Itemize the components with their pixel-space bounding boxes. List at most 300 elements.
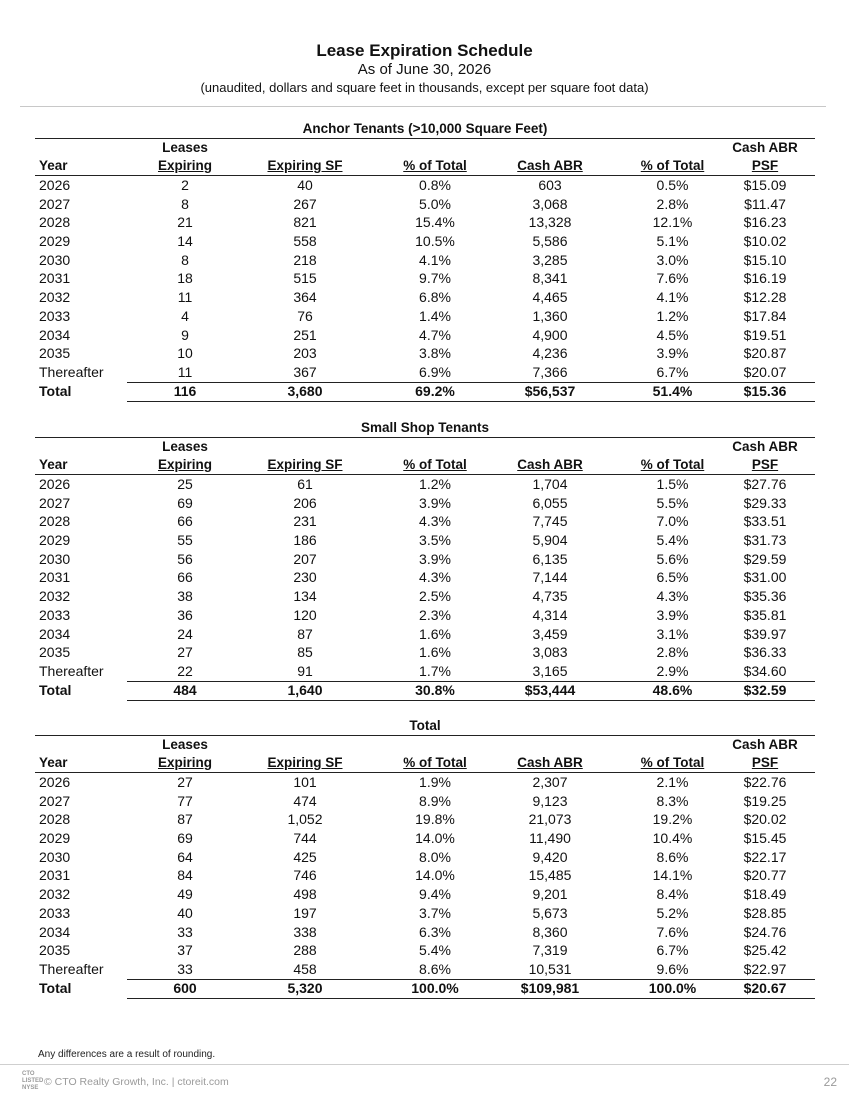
abr-psf-cell: $22.76 bbox=[743, 774, 787, 790]
leases-expiring-cell: 27 bbox=[177, 644, 193, 661]
table-row bbox=[35, 326, 815, 345]
table-row bbox=[35, 923, 815, 942]
leases-expiring-cell: 55 bbox=[177, 532, 193, 549]
pct-sf-cell: 2.3% bbox=[419, 606, 451, 623]
page-number: 22 bbox=[823, 1075, 837, 1089]
year-cell: 2026 bbox=[39, 177, 71, 193]
header-divider bbox=[20, 106, 826, 107]
table-row bbox=[35, 232, 815, 251]
section-title: Total bbox=[35, 717, 815, 736]
pct-abr-cell: 9.6% bbox=[656, 960, 689, 977]
total-year-cell: Total bbox=[39, 979, 72, 996]
pct-abr-cell: 4.5% bbox=[656, 326, 689, 343]
pct-abr-cell: 6.7% bbox=[656, 942, 689, 959]
expiring-sf-cell: 367 bbox=[293, 363, 317, 380]
abr-psf-header bbox=[715, 736, 815, 772]
year-cell: 2026 bbox=[39, 774, 71, 790]
pct-abr-cell: 4.1% bbox=[656, 289, 689, 306]
abr-psf-cell: $39.97 bbox=[743, 625, 787, 642]
table-row bbox=[35, 792, 815, 811]
abr-psf-header-line2: PSF bbox=[751, 457, 779, 472]
cash-abr-cell: 8,360 bbox=[532, 923, 568, 940]
abr-psf-cell: $17.84 bbox=[743, 307, 787, 324]
cash-abr-cell: 15,485 bbox=[528, 867, 572, 884]
cash-abr-cell: 2,307 bbox=[532, 774, 568, 790]
pct-abr-cell: 5.5% bbox=[656, 494, 689, 511]
leases-expiring-cell: 66 bbox=[177, 569, 193, 586]
cash-abr-cell: 5,673 bbox=[532, 904, 568, 921]
expiring-sf-cell: 515 bbox=[293, 270, 317, 287]
pct-sf-cell: 5.0% bbox=[419, 195, 451, 212]
year-cell: 2027 bbox=[39, 792, 71, 809]
expiring-sf-cell: 218 bbox=[293, 251, 317, 268]
leases-expiring-cell: 66 bbox=[177, 513, 193, 530]
pct-abr-cell: 6.5% bbox=[656, 569, 689, 586]
leases-expiring-cell: 24 bbox=[177, 625, 193, 642]
abr-psf-cell: $28.85 bbox=[743, 904, 787, 921]
expiring-sf-cell: 425 bbox=[293, 848, 317, 865]
year-cell: 2028 bbox=[39, 214, 71, 231]
year-cell: 2034 bbox=[39, 625, 71, 642]
pct-sf-cell: 14.0% bbox=[415, 867, 455, 884]
cash-abr-cell: 3,165 bbox=[532, 662, 568, 679]
total-pct-abr-cell: 51.4% bbox=[652, 382, 693, 399]
page-subtitle: As of June 30, 2026 bbox=[357, 61, 492, 78]
total-row bbox=[35, 382, 815, 402]
total-row bbox=[35, 979, 815, 999]
expiring-sf-cell: 1,052 bbox=[287, 811, 323, 828]
table-row bbox=[35, 363, 815, 382]
abr-psf-cell: $34.60 bbox=[743, 662, 787, 679]
pct-sf-cell: 8.9% bbox=[419, 792, 451, 809]
expiring-sf-cell: 207 bbox=[293, 550, 317, 567]
cash-abr-header-line2: Cash ABR bbox=[517, 755, 583, 770]
year-header-line2: Year bbox=[39, 158, 68, 173]
pct-sf-header bbox=[380, 736, 490, 772]
table-row bbox=[35, 550, 815, 569]
cash-abr-header bbox=[490, 139, 610, 175]
lease-table-section bbox=[35, 717, 815, 999]
leases-expiring-cell: 11 bbox=[177, 289, 193, 306]
abr-psf-cell: $35.36 bbox=[743, 588, 787, 605]
table-row bbox=[35, 213, 815, 232]
expiring-sf-cell: 186 bbox=[293, 532, 317, 549]
year-cell: Thereafter bbox=[39, 662, 104, 679]
column-headers bbox=[35, 736, 815, 773]
leases-expiring-cell: 9 bbox=[181, 326, 189, 343]
cash-abr-cell: 7,745 bbox=[532, 513, 568, 530]
leases-expiring-cell: 14 bbox=[177, 233, 193, 250]
cash-abr-cell: 4,314 bbox=[532, 606, 568, 623]
total-pct-abr-cell: 100.0% bbox=[648, 979, 697, 996]
expiring-sf-header-line2: Expiring SF bbox=[267, 457, 343, 472]
cash-abr-cell: 4,900 bbox=[532, 326, 568, 343]
leases-expiring-cell: 22 bbox=[177, 662, 193, 679]
abr-psf-header-line2: PSF bbox=[751, 755, 779, 770]
pct-sf-cell: 0.8% bbox=[419, 177, 451, 193]
column-headers bbox=[35, 139, 815, 176]
year-cell: 2030 bbox=[39, 550, 71, 567]
year-cell: 2030 bbox=[39, 251, 71, 268]
pct-sf-cell: 9.7% bbox=[419, 270, 451, 287]
pct-abr-cell: 2.8% bbox=[656, 195, 689, 212]
abr-psf-header-line1: Cash ABR bbox=[732, 140, 798, 155]
expiring-sf-cell: 498 bbox=[293, 886, 317, 903]
page-title: Lease Expiration Schedule bbox=[316, 41, 533, 60]
total-expiring-sf-cell: 3,680 bbox=[287, 382, 323, 399]
pct-sf-header-line2: % of Total bbox=[403, 158, 467, 173]
expiring-sf-cell: 76 bbox=[297, 307, 313, 324]
abr-psf-header-line1: Cash ABR bbox=[732, 439, 798, 454]
leases-expiring-cell: 25 bbox=[177, 476, 193, 492]
cash-abr-cell: 6,055 bbox=[532, 494, 568, 511]
leases-expiring-cell: 36 bbox=[177, 606, 193, 623]
abr-psf-cell: $20.02 bbox=[743, 811, 787, 828]
total-abr-psf-cell: $20.67 bbox=[743, 979, 787, 996]
total-leases-expiring-cell: 484 bbox=[173, 681, 197, 698]
total-pct-sf-cell: 69.2% bbox=[415, 382, 455, 399]
expiring-sf-cell: 744 bbox=[293, 830, 317, 847]
cash-abr-cell: 10,531 bbox=[528, 960, 572, 977]
table-row bbox=[35, 904, 815, 923]
cash-abr-cell: 1,360 bbox=[532, 307, 568, 324]
leases-expiring-cell: 40 bbox=[177, 904, 193, 921]
total-rule-bottom bbox=[127, 401, 815, 402]
cash-abr-cell: 4,236 bbox=[532, 345, 568, 362]
pct-sf-cell: 4.7% bbox=[419, 326, 451, 343]
year-cell: 2033 bbox=[39, 307, 71, 324]
cash-abr-cell: 9,420 bbox=[532, 848, 568, 865]
table-row bbox=[35, 643, 815, 662]
year-cell: 2029 bbox=[39, 532, 71, 549]
leases-expiring-cell: 84 bbox=[177, 867, 193, 884]
cash-abr-cell: 9,123 bbox=[532, 792, 568, 809]
pct-sf-cell: 6.3% bbox=[419, 923, 451, 940]
pct-abr-cell: 3.0% bbox=[656, 251, 689, 268]
year-cell: 2032 bbox=[39, 588, 71, 605]
table-row bbox=[35, 344, 815, 363]
cash-abr-cell: 21,073 bbox=[528, 811, 572, 828]
pct-sf-header bbox=[380, 438, 490, 474]
cash-abr-cell: 6,135 bbox=[532, 550, 568, 567]
abr-psf-cell: $10.02 bbox=[743, 233, 787, 250]
pct-abr-cell: 1.2% bbox=[656, 307, 689, 324]
cash-abr-header bbox=[490, 736, 610, 772]
pct-abr-cell: 0.5% bbox=[656, 177, 689, 193]
footer-copyright: © CTO Realty Growth, Inc. | ctoreit.com bbox=[44, 1076, 229, 1088]
total-abr-psf-cell: $15.36 bbox=[743, 382, 787, 399]
pct-abr-cell: 5.2% bbox=[656, 904, 689, 921]
year-cell: 2029 bbox=[39, 830, 71, 847]
cash-abr-cell: 4,465 bbox=[532, 289, 568, 306]
leases-expiring-cell: 77 bbox=[177, 792, 193, 809]
table-row bbox=[35, 941, 815, 960]
total-rule-bottom bbox=[127, 700, 815, 701]
expiring-sf-cell: 231 bbox=[293, 513, 317, 530]
table-row bbox=[35, 606, 815, 625]
pct-sf-cell: 3.7% bbox=[419, 904, 451, 921]
abr-psf-cell: $20.77 bbox=[743, 867, 787, 884]
abr-psf-cell: $15.10 bbox=[743, 251, 787, 268]
table-row bbox=[35, 251, 815, 270]
pct-sf-cell: 8.0% bbox=[419, 848, 451, 865]
abr-psf-cell: $16.23 bbox=[743, 214, 787, 231]
table-row bbox=[35, 810, 815, 829]
cash-abr-cell: 7,366 bbox=[532, 363, 568, 380]
expiring-sf-cell: 206 bbox=[293, 494, 317, 511]
pct-sf-cell: 6.8% bbox=[419, 289, 451, 306]
year-cell: 2027 bbox=[39, 195, 71, 212]
total-expiring-sf-cell: 5,320 bbox=[287, 979, 323, 996]
table-row bbox=[35, 625, 815, 644]
table-row bbox=[35, 288, 815, 307]
expiring-sf-cell: 746 bbox=[293, 867, 317, 884]
year-cell: 2031 bbox=[39, 867, 71, 884]
abr-psf-cell: $29.59 bbox=[743, 550, 787, 567]
cash-abr-cell: 9,201 bbox=[532, 886, 568, 903]
table-row bbox=[35, 587, 815, 606]
leases-expiring-header bbox=[130, 139, 240, 175]
year-cell: 2026 bbox=[39, 476, 71, 492]
cash-abr-cell: 11,490 bbox=[529, 830, 571, 847]
pct-abr-cell: 2.9% bbox=[656, 662, 689, 679]
cash-abr-cell: 8,341 bbox=[532, 270, 568, 287]
expiring-sf-cell: 134 bbox=[293, 588, 317, 605]
leases-expiring-cell: 33 bbox=[177, 923, 193, 940]
pct-sf-cell: 1.7% bbox=[419, 662, 451, 679]
table-row bbox=[35, 848, 815, 867]
leases-expiring-header-line2: Expiring bbox=[157, 457, 212, 472]
pct-sf-cell: 1.6% bbox=[419, 625, 451, 642]
cash-abr-cell: 7,319 bbox=[532, 942, 568, 959]
section-title: Small Shop Tenants bbox=[35, 419, 815, 438]
pct-abr-cell: 5.1% bbox=[656, 233, 689, 250]
pct-abr-cell: 14.1% bbox=[652, 867, 693, 884]
year-cell: 2028 bbox=[39, 811, 71, 828]
year-cell: Thereafter bbox=[39, 363, 104, 380]
leases-expiring-header-line1: Leases bbox=[162, 439, 208, 454]
abr-psf-cell: $19.51 bbox=[743, 326, 787, 343]
year-cell: 2033 bbox=[39, 904, 71, 921]
total-pct-abr-cell: 48.6% bbox=[652, 681, 693, 698]
leases-expiring-cell: 69 bbox=[177, 830, 193, 847]
abr-psf-cell: $12.28 bbox=[743, 289, 787, 306]
pct-sf-cell: 8.6% bbox=[419, 960, 451, 977]
cash-abr-cell: 3,083 bbox=[532, 644, 568, 661]
abr-psf-header-line2: PSF bbox=[751, 158, 779, 173]
abr-psf-cell: $22.17 bbox=[743, 848, 787, 865]
total-pct-sf-cell: 100.0% bbox=[411, 979, 459, 996]
leases-expiring-cell: 8 bbox=[181, 251, 189, 268]
abr-psf-cell: $15.09 bbox=[743, 177, 787, 193]
table-row bbox=[35, 195, 815, 214]
leases-expiring-header-line1: Leases bbox=[162, 737, 208, 752]
cash-abr-cell: 4,735 bbox=[532, 588, 568, 605]
year-cell: 2032 bbox=[39, 886, 71, 903]
pct-abr-cell: 8.6% bbox=[656, 848, 689, 865]
expiring-sf-cell: 197 bbox=[293, 904, 317, 921]
pct-abr-header-line2: % of Total bbox=[640, 158, 705, 173]
pct-sf-header-line2: % of Total bbox=[403, 457, 467, 472]
year-cell: 2034 bbox=[39, 326, 71, 343]
year-cell: 2030 bbox=[39, 848, 71, 865]
year-cell: 2035 bbox=[39, 345, 71, 362]
total-leases-expiring-cell: 600 bbox=[173, 979, 197, 996]
pct-sf-cell: 1.9% bbox=[419, 774, 451, 790]
cash-abr-header-line2: Cash ABR bbox=[517, 457, 583, 472]
pct-sf-cell: 15.4% bbox=[415, 214, 455, 231]
abr-psf-header bbox=[715, 139, 815, 175]
year-header-line2: Year bbox=[39, 457, 68, 472]
leases-expiring-cell: 64 bbox=[177, 848, 193, 865]
pct-abr-header bbox=[615, 438, 730, 474]
pct-abr-cell: 8.3% bbox=[656, 792, 689, 809]
expiring-sf-header bbox=[235, 139, 375, 175]
cash-abr-header bbox=[490, 438, 610, 474]
leases-expiring-cell: 18 bbox=[177, 270, 193, 287]
leases-expiring-cell: 33 bbox=[177, 960, 193, 977]
pct-abr-header bbox=[615, 736, 730, 772]
leases-expiring-cell: 8 bbox=[181, 195, 189, 212]
cash-abr-cell: 13,328 bbox=[528, 214, 572, 231]
expiring-sf-cell: 203 bbox=[293, 345, 317, 362]
year-header bbox=[39, 438, 68, 474]
pct-abr-cell: 6.7% bbox=[656, 363, 689, 380]
table-row bbox=[35, 176, 815, 195]
leases-expiring-cell: 56 bbox=[177, 550, 193, 567]
footer-divider bbox=[0, 1064, 849, 1065]
lease-table-section bbox=[35, 120, 815, 402]
rounding-note: Any differences are a result of rounding. bbox=[38, 1049, 216, 1060]
cash-abr-cell: 603 bbox=[538, 177, 562, 193]
total-leases-expiring-cell: 116 bbox=[173, 382, 197, 399]
pct-abr-cell: 7.6% bbox=[656, 270, 689, 287]
abr-psf-cell: $19.25 bbox=[743, 792, 787, 809]
leases-expiring-header-line2: Expiring bbox=[157, 755, 212, 770]
table-row bbox=[35, 269, 815, 288]
leases-expiring-cell: 49 bbox=[177, 886, 193, 903]
pct-sf-cell: 2.5% bbox=[419, 588, 451, 605]
pct-sf-header-line2: % of Total bbox=[403, 755, 467, 770]
abr-psf-cell: $29.33 bbox=[743, 494, 787, 511]
leases-expiring-cell: 11 bbox=[177, 363, 193, 380]
expiring-sf-cell: 458 bbox=[293, 960, 317, 977]
expiring-sf-cell: 61 bbox=[297, 476, 313, 492]
abr-psf-header-line1: Cash ABR bbox=[732, 737, 798, 752]
year-cell: 2028 bbox=[39, 513, 71, 530]
table-row bbox=[35, 829, 815, 848]
pct-sf-cell: 4.3% bbox=[419, 569, 451, 586]
abr-psf-cell: $33.51 bbox=[743, 513, 787, 530]
pct-abr-cell: 8.4% bbox=[656, 886, 689, 903]
expiring-sf-cell: 85 bbox=[297, 644, 313, 661]
leases-expiring-header-line2: Expiring bbox=[157, 158, 212, 173]
pct-abr-cell: 12.1% bbox=[652, 214, 693, 231]
pct-sf-cell: 19.8% bbox=[415, 811, 455, 828]
column-headers bbox=[35, 438, 815, 475]
expiring-sf-header-line2: Expiring SF bbox=[267, 755, 343, 770]
leases-expiring-cell: 69 bbox=[177, 494, 193, 511]
pct-abr-cell: 3.1% bbox=[656, 625, 689, 642]
total-rule-bottom bbox=[127, 998, 815, 999]
pct-abr-cell: 4.3% bbox=[656, 588, 689, 605]
leases-expiring-header bbox=[130, 736, 240, 772]
total-expiring-sf-cell: 1,640 bbox=[287, 681, 323, 698]
pct-sf-cell: 3.5% bbox=[419, 532, 451, 549]
pct-abr-header-line2: % of Total bbox=[640, 457, 705, 472]
total-cash-abr-cell: $109,981 bbox=[520, 979, 580, 996]
cash-abr-cell: 3,068 bbox=[532, 195, 568, 212]
leases-expiring-cell: 87 bbox=[177, 811, 193, 828]
year-cell: 2031 bbox=[39, 569, 71, 586]
total-pct-sf-cell: 30.8% bbox=[415, 681, 455, 698]
leases-expiring-header-line1: Leases bbox=[162, 140, 208, 155]
abr-psf-cell: $15.45 bbox=[743, 830, 787, 847]
year-header-line2: Year bbox=[39, 755, 68, 770]
leases-expiring-header bbox=[130, 438, 240, 474]
abr-psf-cell: $31.73 bbox=[743, 532, 787, 549]
table-row bbox=[35, 960, 815, 979]
abr-psf-cell: $20.87 bbox=[743, 345, 787, 362]
table-row bbox=[35, 475, 815, 494]
expiring-sf-cell: 821 bbox=[293, 214, 317, 231]
pct-sf-cell: 1.4% bbox=[419, 307, 451, 324]
pct-sf-cell: 4.1% bbox=[419, 251, 451, 268]
expiring-sf-cell: 338 bbox=[293, 923, 317, 940]
cash-abr-header-line2: Cash ABR bbox=[517, 158, 583, 173]
expiring-sf-cell: 267 bbox=[293, 195, 317, 212]
abr-psf-cell: $18.49 bbox=[743, 886, 787, 903]
total-cash-abr-cell: $53,444 bbox=[524, 681, 576, 698]
expiring-sf-header bbox=[235, 438, 375, 474]
table-row bbox=[35, 773, 815, 792]
expiring-sf-cell: 251 bbox=[293, 326, 317, 343]
pct-abr-cell: 2.8% bbox=[656, 644, 689, 661]
section-title: Anchor Tenants (>10,000 Square Feet) bbox=[35, 120, 815, 139]
table-row bbox=[35, 494, 815, 513]
units-note: (unaudited, dollars and square feet in thousands, except per square foot data) bbox=[200, 80, 649, 95]
cash-abr-cell: 3,285 bbox=[532, 251, 568, 268]
total-year-cell: Total bbox=[39, 382, 72, 399]
expiring-sf-cell: 40 bbox=[297, 177, 313, 193]
abr-psf-header bbox=[715, 438, 815, 474]
cash-abr-cell: 1,704 bbox=[532, 476, 568, 492]
abr-psf-cell: $16.19 bbox=[743, 270, 787, 287]
pct-abr-cell: 10.4% bbox=[652, 830, 693, 847]
pct-abr-cell: 3.9% bbox=[656, 606, 689, 623]
table-row bbox=[35, 568, 815, 587]
expiring-sf-cell: 288 bbox=[293, 942, 317, 959]
cash-abr-cell: 5,586 bbox=[532, 233, 568, 250]
pct-abr-header-line2: % of Total bbox=[640, 755, 705, 770]
abr-psf-cell: $31.00 bbox=[743, 569, 787, 586]
pct-abr-cell: 2.1% bbox=[656, 774, 689, 790]
pct-sf-cell: 1.6% bbox=[419, 644, 451, 661]
expiring-sf-cell: 101 bbox=[293, 774, 317, 790]
year-header bbox=[39, 736, 68, 772]
table-row bbox=[35, 307, 815, 326]
table-row bbox=[35, 531, 815, 550]
page-header bbox=[0, 40, 849, 97]
leases-expiring-cell: 27 bbox=[177, 774, 193, 790]
pct-sf-cell: 9.4% bbox=[419, 886, 451, 903]
expiring-sf-cell: 474 bbox=[293, 792, 317, 809]
pct-abr-cell: 5.4% bbox=[656, 532, 689, 549]
pct-sf-header bbox=[380, 139, 490, 175]
expiring-sf-cell: 558 bbox=[293, 233, 317, 250]
pct-sf-cell: 3.9% bbox=[419, 494, 451, 511]
leases-expiring-cell: 21 bbox=[177, 214, 193, 231]
